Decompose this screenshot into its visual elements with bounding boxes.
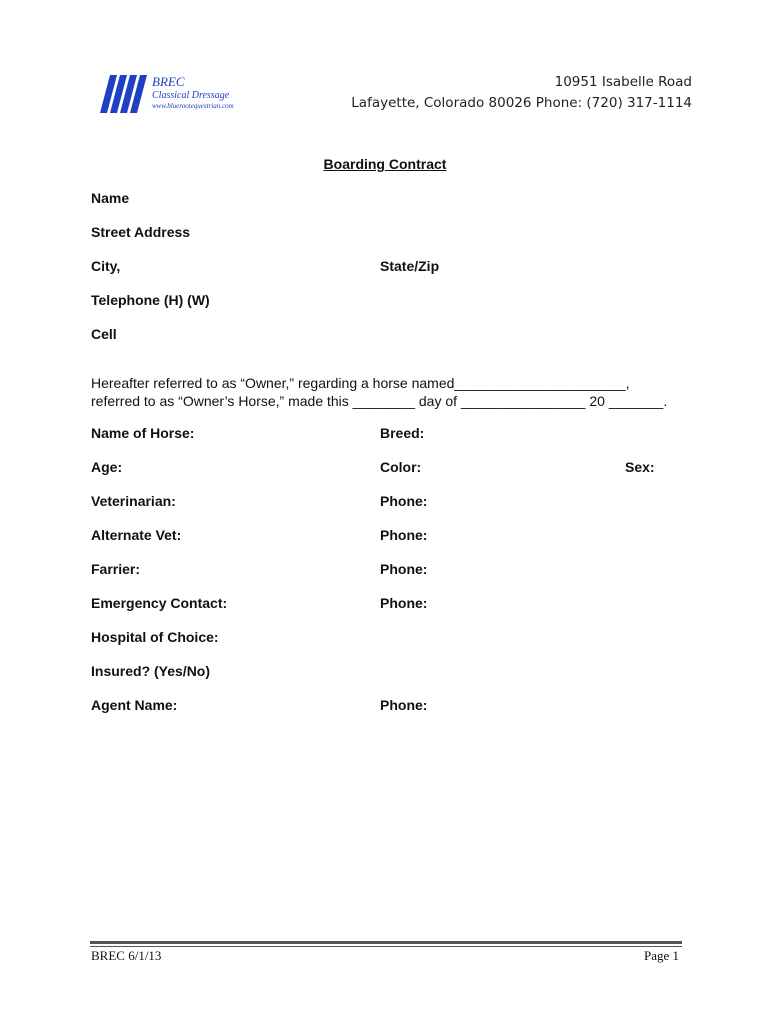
hospital-label: Hospital of Choice:: [91, 629, 219, 645]
color-label: Color:: [380, 459, 422, 475]
age-label: Age:: [91, 459, 123, 475]
emergency-phone-label: Phone:: [380, 595, 428, 611]
owner-name-label: Name: [91, 190, 130, 206]
alternate-vet-label: Alternate Vet:: [91, 527, 182, 543]
page-number: Page 1: [643, 948, 679, 963]
logo-title: BREC: [152, 74, 185, 89]
paragraph-line-2: referred to as “Owner’s Horse,” made this ________ day of ________________ 20 _______.: [91, 393, 668, 409]
footer-revision: BREC 6/1/13: [91, 948, 162, 963]
agent-phone-label: Phone:: [380, 697, 428, 713]
state-zip-label: State/Zip: [380, 258, 440, 274]
telephone-label: Telephone (H) (W): [91, 292, 210, 308]
company-address: [351, 72, 692, 114]
breed-label: Breed:: [380, 425, 425, 441]
paragraph-line-1: Hereafter referred to as “Owner,” regarding a horse named______________________,: [91, 375, 630, 391]
agent-name-label: Agent Name:: [91, 697, 178, 713]
agreement-paragraph: [91, 374, 667, 410]
address-line-2: Lafayette, Colorado 80026 Phone: (720) 317-1114: [351, 95, 692, 111]
address-line-1: 10951 Isabelle Road: [554, 74, 692, 90]
city-label: City,: [91, 258, 121, 274]
street-address-label: Street Address: [91, 224, 191, 240]
farrier-label: Farrier:: [91, 561, 141, 577]
footer-rule-thin: [90, 946, 682, 947]
vet-phone-label: Phone:: [380, 493, 428, 509]
cell-label: Cell: [91, 326, 117, 342]
veterinarian-label: Veterinarian:: [91, 493, 176, 509]
logo-url: www.bluerootequestrian.com: [152, 102, 234, 110]
farrier-phone-label: Phone:: [380, 561, 428, 577]
document-title: Boarding Contract: [323, 156, 447, 172]
logo-stripes-icon: [100, 75, 150, 113]
alt-vet-phone-label: Phone:: [380, 527, 428, 543]
insured-label: Insured? (Yes/No): [91, 663, 211, 679]
logo-subtitle: Classical Dressage: [152, 90, 230, 101]
horse-name-label: Name of Horse:: [91, 425, 195, 441]
emergency-contact-label: Emergency Contact:: [91, 595, 228, 611]
sex-label: Sex:: [625, 459, 655, 475]
brec-logo: [100, 73, 240, 115]
footer-rule-thick: [90, 941, 682, 944]
